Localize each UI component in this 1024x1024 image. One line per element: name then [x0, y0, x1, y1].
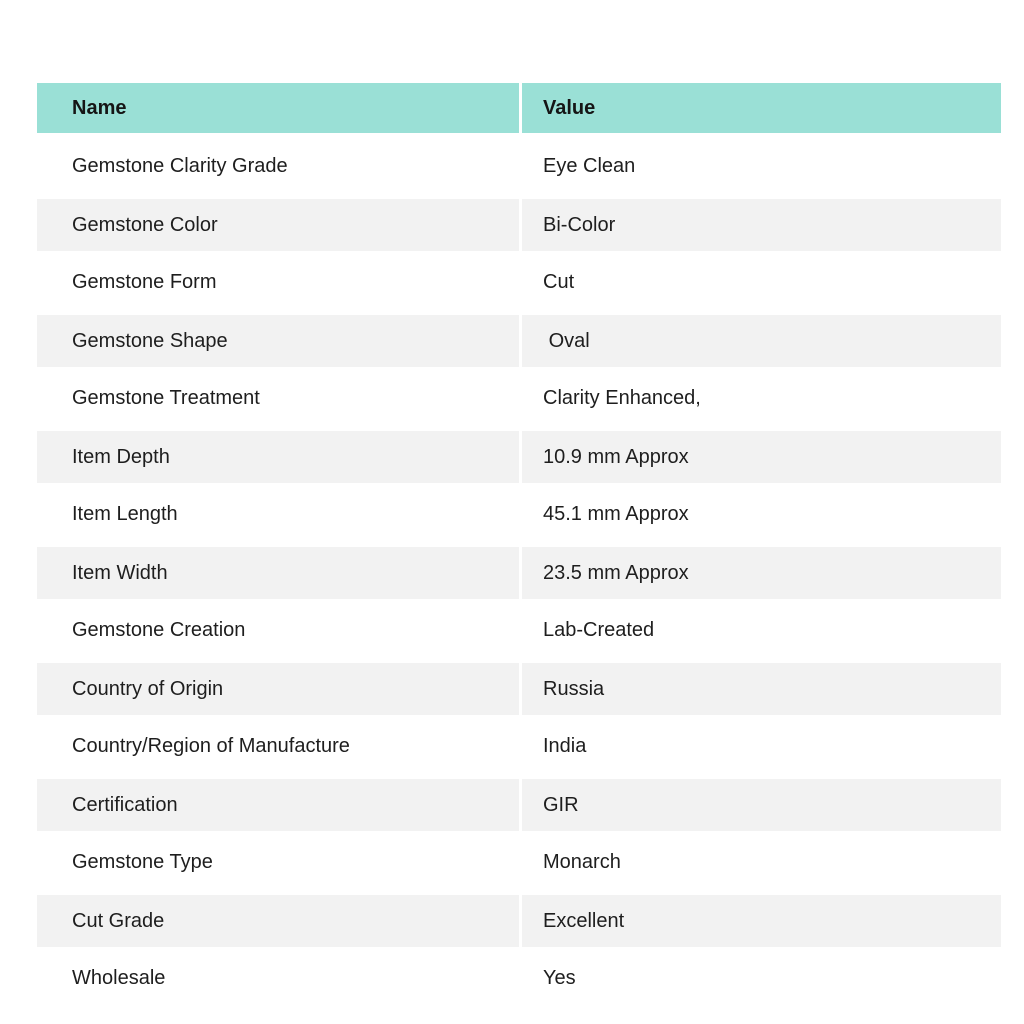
table-row	[37, 253, 1001, 311]
spec-name: Item Width	[37, 547, 522, 599]
spec-value: Lab-Created	[543, 618, 655, 641]
spec-value: 10.9 mm Approx	[543, 445, 689, 468]
spec-name: Wholesale	[37, 949, 522, 1007]
spec-value: Russia	[543, 677, 605, 700]
spec-value: GIR	[543, 793, 579, 816]
spec-value: 45.1 mm Approx	[543, 502, 689, 525]
spec-name: Item Depth	[37, 431, 522, 483]
column-header-name: Name	[37, 83, 522, 133]
spec-name: Item Length	[37, 485, 522, 543]
column-header-value: Value	[543, 96, 596, 119]
spec-name: Country of Origin	[37, 663, 522, 715]
table-row	[37, 659, 1001, 717]
spec-value: Bi-Color	[543, 213, 616, 236]
table-row	[37, 369, 1001, 427]
table-row	[37, 195, 1001, 253]
spec-name: Gemstone Color	[37, 199, 522, 251]
spec-value: Oval	[543, 329, 590, 352]
spec-name: Gemstone Creation	[37, 601, 522, 659]
table-row	[37, 833, 1001, 891]
spec-name: Country/Region of Manufacture	[37, 717, 522, 775]
table-row	[37, 717, 1001, 775]
table-header-row	[37, 83, 1001, 133]
spec-value: 23.5 mm Approx	[543, 561, 689, 584]
spec-name: Gemstone Clarity Grade	[37, 137, 522, 195]
table-row	[37, 775, 1001, 833]
spec-name: Gemstone Shape	[37, 315, 522, 367]
table-row	[37, 543, 1001, 601]
spec-name: Gemstone Treatment	[37, 369, 522, 427]
spec-value: Excellent	[543, 909, 625, 932]
item-specifics-table	[37, 83, 1001, 1007]
spec-name: Certification	[37, 779, 522, 831]
table-body	[37, 137, 1001, 1007]
table-row	[37, 137, 1001, 195]
spec-value: Cut	[543, 270, 575, 293]
table-row	[37, 601, 1001, 659]
spec-value: Monarch	[543, 850, 621, 873]
spec-value: Yes	[543, 966, 576, 989]
spec-value: India	[543, 734, 587, 757]
spec-name: Gemstone Form	[37, 253, 522, 311]
spec-name: Cut Grade	[37, 895, 522, 947]
spec-value: Eye Clean	[543, 154, 636, 177]
table-row	[37, 949, 1001, 1007]
spec-name: Gemstone Type	[37, 833, 522, 891]
table-row	[37, 427, 1001, 485]
spec-value: Clarity Enhanced,	[543, 386, 701, 409]
table-row	[37, 485, 1001, 543]
table-row	[37, 891, 1001, 949]
table-row	[37, 311, 1001, 369]
